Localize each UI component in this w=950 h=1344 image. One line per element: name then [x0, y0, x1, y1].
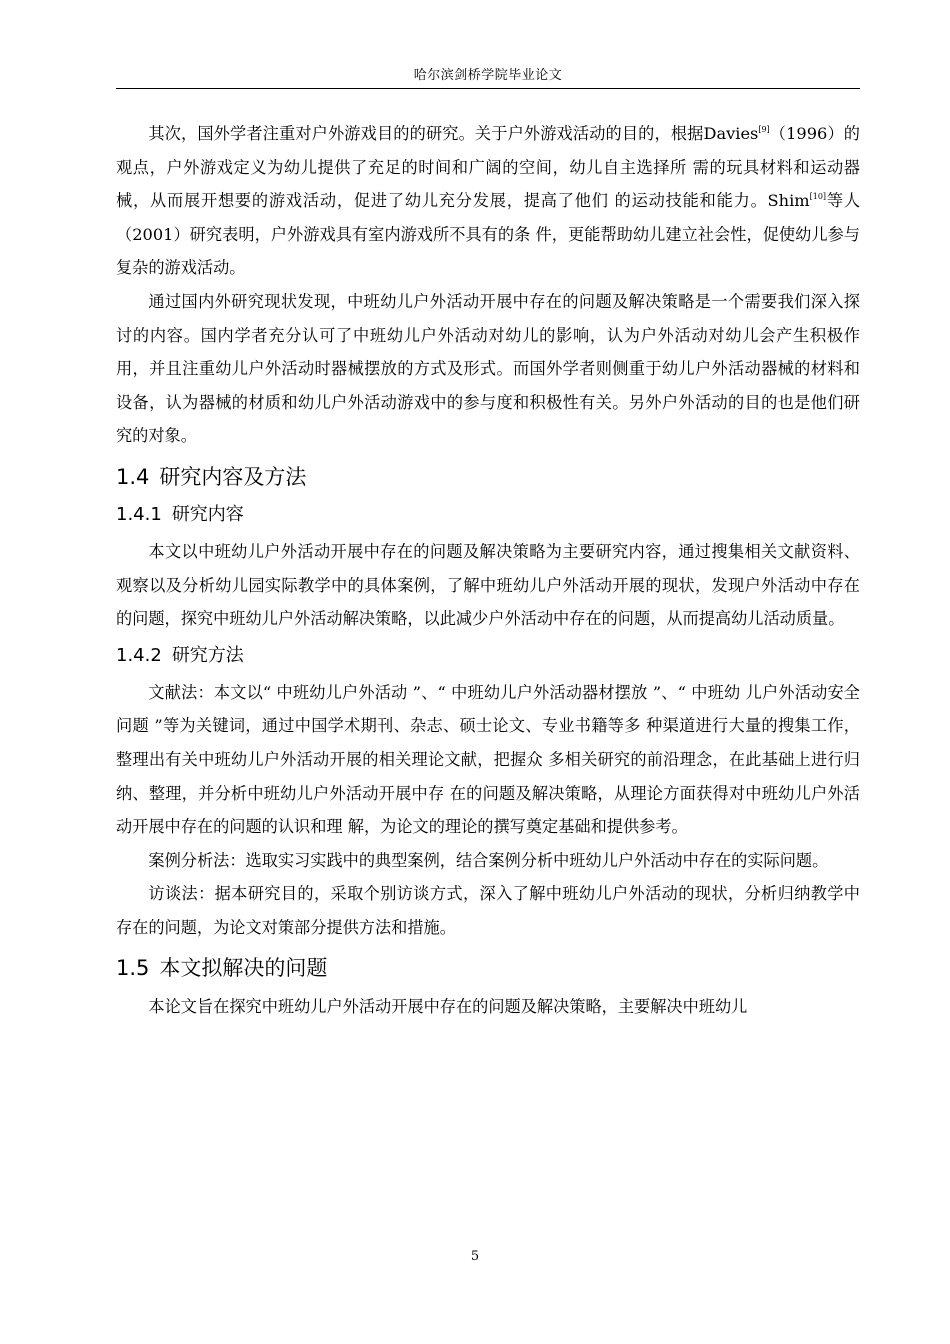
page-header-title: 哈尔滨剑桥学院毕业论文 — [413, 68, 563, 83]
citation-ref: [10] — [809, 192, 827, 202]
section-heading-1-4-1 — [116, 499, 860, 531]
paragraph-foreign-research — [116, 117, 860, 285]
paragraph-text: 其次，国外学者注重对户外游戏目的的研究。关于户外游戏活动的目的，根据Davies — [148, 124, 759, 143]
section-number: 1.4.2 — [116, 644, 162, 666]
section-heading-1-5 — [116, 950, 860, 986]
citation-ref: [9] — [758, 125, 770, 134]
paragraph-interview-method: 访谈法：据本研究目的，采取个别访谈方式，深入了解中班幼儿户外活动的现状，分析归纳教学中存在的问题，为论文对策部分提供方法和措施。 — [116, 884, 860, 937]
header-divider — [116, 88, 860, 89]
paragraph-research-summary: 通过国内外研究现状发现，中班幼儿户外活动开展中存在的问题及解决策略是一个需要我们深入探讨的内容。国内学者充分认可了中班幼儿户外活动对幼儿的影响，认为户外活动对幼儿会产生积极作用，并且注重幼儿户外活动时器械摆放的方式及形式。而国外学者则侧重于幼儿户外活动器械的材料和设备，认为器械的材质和幼儿户外活动游戏中的参与度和积极性有关。另外户外活动的目的也是他们研究的对象。 — [116, 291, 860, 446]
paragraph-case-method: 案例分析法：选取实习实践中的典型案例，结合案例分析中班幼儿户外活动中存在的实际问题。 — [148, 850, 829, 870]
section-number: 1.4 — [116, 464, 150, 489]
section-title: 研究方法 — [171, 644, 244, 666]
paragraph-literature-method: 文献法：本文以“ 中班幼儿户外活动 ”、“ 中班幼儿户外活动器材摆放 ”、“ 中班幼 儿户外活动安全问题 ”等为关键词，通过中国学术期刊、杂志、硕士论文、专业书籍等多 种渠道进行大量的搜集工作，整理出有关中班幼儿户外活动开展的相关理论文献，把握众 多相关研究的前沿理念，在此基础上进行归纳、整理，并分析中班幼儿户外活动开展中存 在的问题及解决策略，从理论方面获得对中班幼儿户外活动开展中存在的问题的认识和理 解，为论文的理论的撰写奠定基础和提供参考。 — [116, 682, 860, 837]
paragraph-problem-statement: 本论文旨在探究中班幼儿户外活动开展中存在的问题及解决策略，主要解决中班幼儿 — [148, 997, 748, 1017]
section-heading-1-4-2 — [116, 640, 860, 672]
paragraph-text: （1996）的观点，户外游戏定义为幼儿提供了充足的时间和广阔的空间，幼儿自主选择所 需的玩具材料和运动器械，从而展开想要的游戏活动，促进了幼儿充分发展，提高了他们 的运动技能和能力。Shim — [116, 124, 860, 211]
section-heading-1-4 — [116, 459, 860, 495]
page-number: 5 — [470, 1249, 480, 1264]
section-title: 研究内容及方法 — [159, 464, 307, 489]
section-number: 1.5 — [116, 956, 150, 981]
paragraph-research-content: 本文以中班幼儿户外活动开展中存在的问题及解决策略为主要研究内容，通过搜集相关文献资料、观察以及分析幼儿园实际教学中的具体案例，了解中班幼儿户外活动开展的现状，发现户外活动中存在的问题，探究中班幼儿户外活动解决策略，以此减少户外活动中存在的问题，从而提高幼儿活动质量。 — [116, 541, 860, 629]
paragraph-text: 等人（2001）研究表明，户外游戏具有室内游戏所不具有的条 件，更能帮助幼儿建立社会性，促使幼儿参与复杂的游戏活动。 — [116, 191, 861, 278]
section-number: 1.4.1 — [116, 503, 162, 525]
section-title: 本文拟解决的问题 — [159, 956, 328, 981]
section-title: 研究内容 — [171, 503, 244, 525]
document-body — [116, 117, 860, 1024]
